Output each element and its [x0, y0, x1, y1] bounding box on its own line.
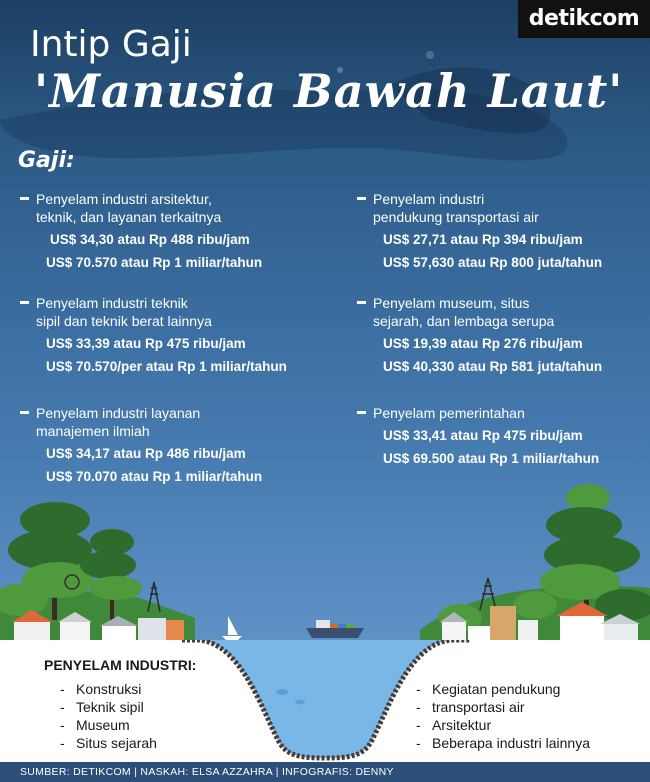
list-item: - Beberapa industri lainnya [416, 734, 590, 752]
entry-label-line: Penyelam industri layanan [36, 405, 201, 421]
tree-cluster-right [438, 484, 650, 632]
list-item: - Teknik sipil [60, 698, 157, 716]
entry-label-line: pendukung transportasi air [373, 209, 539, 225]
hourly-rate: US$ 33,39 atau Rp 475 ribu/jam [46, 336, 246, 351]
entry-label [20, 190, 320, 226]
entry-label-line: teknik, dan layanan terkaitnya [36, 209, 222, 225]
yearly-rate: US$ 40,330 atau Rp 581 juta/tahun [383, 359, 603, 374]
salary-heading: Gaji: [18, 148, 75, 173]
hourly-rate: US$ 27,71 atau Rp 394 ribu/jam [383, 232, 583, 247]
hourly-rate: US$ 34,17 atau Rp 486 ribu/jam [46, 446, 246, 461]
title-line-2: 'Manusia Bawah Laut' [34, 64, 624, 118]
entry-label-line: manajemen ilmiah [36, 423, 150, 439]
industries-list-left [60, 680, 157, 752]
list-item: - Kegiatan pendukung [416, 680, 590, 698]
yearly-rate: US$ 70.070 atau Rp 1 miliar/tahun [46, 469, 263, 484]
salary-entry [20, 190, 320, 274]
yearly-rate: US$ 70.570/per atau Rp 1 miliar/tahun [46, 359, 287, 374]
industries-heading: PENYELAM INDUSTRI: [44, 657, 197, 673]
source-credit: SUMBER: DETIKCOM | NASKAH: ELSA AZZAHRA | INFOGRAFIS: DENNY [0, 762, 650, 782]
entry-label-line: Penyelam industri teknik [36, 295, 188, 311]
bullet-dash-icon [20, 197, 29, 200]
salary-entry [20, 294, 320, 378]
hourly-rate: US$ 33,41 atau Rp 475 ribu/jam [383, 428, 583, 443]
title-line-1: Intip Gaji [30, 24, 192, 65]
entry-label [357, 404, 650, 422]
entry-label-line: Penyelam museum, situs [373, 295, 530, 311]
yearly-rate: US$ 70.570 atau Rp 1 miliar/tahun [46, 255, 263, 270]
bullet-dash-icon [20, 411, 29, 414]
entry-label-line: Penyelam pemerintahan [373, 405, 525, 421]
entry-label-line: sejarah, dan lembaga serupa [373, 313, 555, 329]
yearly-rate: US$ 69.500 atau Rp 1 miliar/tahun [383, 451, 600, 466]
list-item: - transportasi air [416, 698, 590, 716]
entry-label [357, 294, 650, 330]
entry-label-line: Penyelam industri [373, 191, 485, 207]
entry-label-line: sipil dan teknik berat lainnya [36, 313, 212, 329]
list-item: - Museum [60, 716, 157, 734]
entry-label [20, 294, 320, 330]
hourly-rate: US$ 34,30 atau Rp 488 ribu/jam [50, 232, 250, 247]
list-item: - Situs sejarah [60, 734, 157, 752]
detikcom-logo: detikcom [518, 0, 650, 38]
entry-label [357, 190, 650, 226]
hourly-rate: US$ 19,39 atau Rp 276 ribu/jam [383, 336, 583, 351]
salary-entry [357, 294, 650, 378]
industries-list-right [416, 680, 590, 752]
yearly-rate: US$ 57,630 atau Rp 800 juta/tahun [383, 255, 603, 270]
bullet-dash-icon [357, 197, 366, 200]
entry-label [20, 404, 320, 440]
salary-entry [357, 190, 650, 274]
bullet-dash-icon [357, 411, 366, 414]
salary-entry [357, 404, 650, 470]
bullet-dash-icon [20, 301, 29, 304]
entry-label-line: Penyelam industri arsitektur, [36, 191, 212, 207]
bullet-dash-icon [357, 301, 366, 304]
list-item: - Konstruksi [60, 680, 157, 698]
list-item: - Arsitektur [416, 716, 590, 734]
